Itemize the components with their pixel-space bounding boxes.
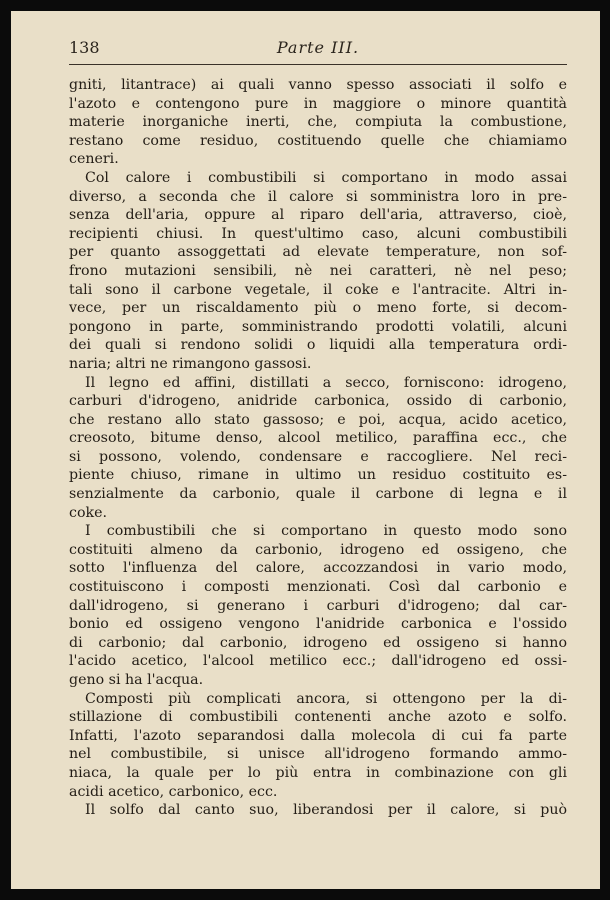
text-line: frono mutazioni sensibili, nè nei caratteri, nè nel peso;: [69, 262, 567, 279]
page-number: 138: [69, 38, 100, 57]
text-line: Composti più complicati ancora, si ottengono per la di-: [85, 690, 567, 707]
text-line: naria; altri ne rimangono gassosi.: [69, 355, 312, 372]
text-line: Il legno ed affini, distillati a secco, forniscono: idrogeno,: [85, 374, 567, 391]
text-line: gniti, litantrace) ai quali vanno spesso associati il solfo e: [69, 77, 567, 93]
text-line: di carbonio; dal carbonio, idrogeno ed ossigeno si hanno: [69, 634, 567, 651]
text-line: dall'idrogeno, si generano i carburi d'idrogeno; dal car-: [69, 597, 567, 614]
text-line: stillazione di combustibili contenenti anche azoto e solfo.: [69, 709, 567, 726]
text-line: Il solfo dal canto suo, liberandosi per il calore, si può: [85, 802, 567, 819]
text-line: creosoto, bitume denso, alcool metilico, paraffina ecc., che: [69, 430, 567, 447]
text-line: sotto l'influenza del calore, accozzandosi in vario modo,: [69, 560, 567, 577]
text-line: bonio ed ossigeno vengono l'anidride carbonica e l'ossido: [69, 616, 567, 633]
text-line: Infatti, l'azoto separandosi dalla molecola di cui fa parte: [69, 727, 567, 744]
text-line: diverso, a seconda che il calore si somministra loro in pre-: [69, 188, 567, 205]
header-rule: [69, 64, 567, 65]
text-line: recipienti chiusi. In quest'ultimo caso, alcuni combustibili: [69, 225, 567, 242]
body-text: [69, 76, 567, 820]
text-line: carburi d'idrogeno, anidride carbonica, ossido di carbonio,: [69, 393, 567, 410]
text-line: costituiti almeno da carbonio, idrogeno ed ossigeno, che: [69, 541, 567, 558]
text-line: ceneri.: [69, 151, 119, 168]
text-line: l'acido acetico, l'alcool metilico ecc.; dall'idrogeno ed ossi-: [69, 653, 567, 670]
text-line: nel combustibile, si unisce all'idrogeno formando ammo-: [69, 746, 567, 763]
text-line: senzialmente da carbonio, quale il carbone di legna e il: [69, 486, 567, 503]
text-line: acidi acetico, carbonico, ecc.: [69, 783, 278, 800]
text-line: pongono in parte, somministrando prodotti volatili, alcuni: [69, 318, 567, 335]
running-title: Parte III.: [276, 38, 360, 57]
text-line: piente chiuso, rimane in ultimo un residuo costituito es-: [69, 467, 567, 484]
text-line: dei quali si rendono solidi o liquidi alla temperatura ordi-: [69, 337, 567, 354]
text-line: niaca, la quale per lo più entra in combinazione con gli: [69, 764, 567, 781]
text-line: coke.: [69, 504, 107, 521]
text-line: restano come residuo, costituendo quelle che chiamiamo: [69, 132, 567, 149]
book-page: [11, 11, 600, 889]
text-line: I combustibili che si comportano in questo modo sono: [85, 523, 567, 540]
text-line: tali sono il carbone vegetale, il coke e l'antracite. Altri in-: [69, 281, 567, 298]
text-line: materie inorganiche inerti, che, compiuta la combustione,: [69, 114, 567, 131]
text-line: vece, per un riscaldamento più o meno forte, si decom-: [69, 300, 567, 317]
text-line: Col calore i combustibili si comportano in modo assai: [85, 169, 567, 186]
text-line: che restano allo stato gassoso; e poi, acqua, acido acetico,: [69, 411, 567, 428]
text-line: costituiscono i composti menzionati. Così dal carbonio e: [69, 579, 567, 596]
text-line: senza dell'aria, oppure al riparo dell'aria, attraverso, cioè,: [69, 207, 567, 224]
text-line: geno si ha l'acqua.: [69, 672, 204, 688]
text-line: per quanto assoggettati ad elevate temperature, non sof-: [69, 244, 567, 261]
text-line: si possono, volendo, condensare e raccogliere. Nel reci-: [69, 448, 567, 465]
text-line: l'azoto e contengono pure in maggiore o minore quantità: [69, 95, 567, 112]
page-header: [69, 38, 567, 64]
